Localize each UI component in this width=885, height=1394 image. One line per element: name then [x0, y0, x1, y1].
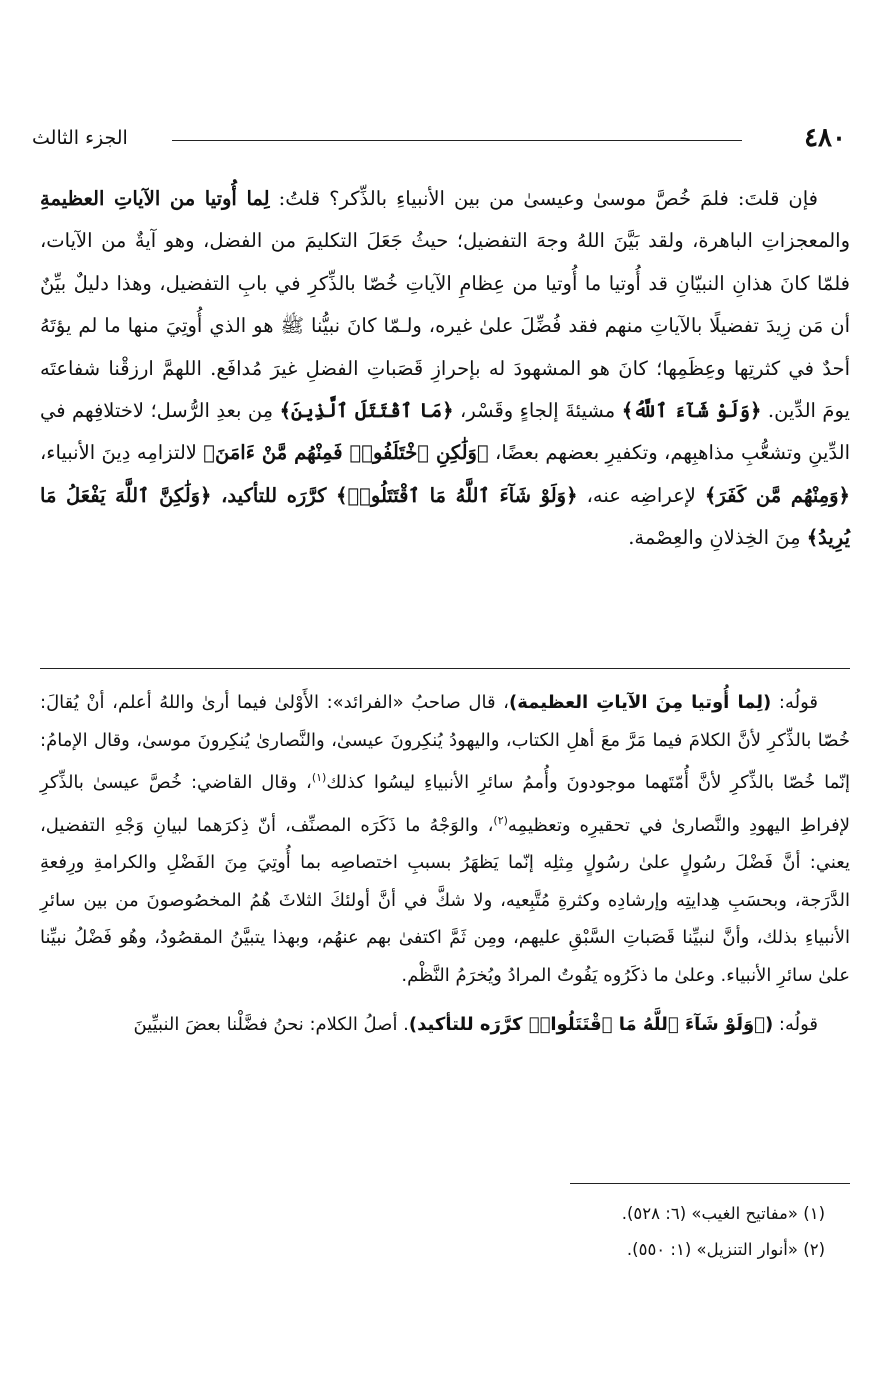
- quran-quote: ﴿مَا ٱقْتَتَلَ ٱلَّذِينَ﴾: [279, 399, 454, 423]
- commentary-lemma: (﴿وَلَوْ شَآءَ ٱللَّهُ مَا ٱقْتَتَلُوا۟﴾ كرَّرَه للتأكيد): [408, 1014, 774, 1035]
- quran-quote: ﴿وَلَوْ شَآءَ ٱللَّهُ مَا ٱقْتَتَلُوا۟﴾: [336, 483, 578, 507]
- page-header: [32, 118, 852, 158]
- quran-quote: ﴿وَلَٰكِنِ ٱخْتَلَفُوا۟ فَمِنْهُم مَّنْ ءَامَنَ﴾: [203, 441, 489, 465]
- commentary-paragraph: قولُه: (لِما أُوتيا مِنَ الآياتِ العظيمة)، قال صاحبُ «الفرائد»: الأَوْلىٰ فيما أرىٰ واللهُ أعلم، أنْ يُقالَ: خُصّا بالذِّكرِ لأنَّ الكلامَ فيما مَرَّ معَ أهلِ الكتاب، واليهودُ يُنكِرونَ عيسىٰ، والنَّصارىٰ يُنكِرونَ موسىٰ، وقال الإمامُ: إنّما خُصّا بالذِّكرِ لأنَّ أُمّتَهما موجودونَ وأُممُ سائرِ الأنبياءِ ليسُوا كذلك$^{(١)}$، وقال القاضي: خُصَّ عيسىٰ بالذِّكرِ لإفراطِ اليهودِ والنَّصارىٰ في تحقيرِه وتعظيمِه$^{(٢)}$، والوَجْهُ ما ذَكَرَه المصنِّف، أنّ ذِكرَهما لبيانِ وَجْهِ التفضيل، يعني: أنَّ فَضْلَ رسُولٍ علىٰ رسُولٍ مِثلِه إنّما يَظهَرُ بسببِ اختصاصِه بما أُوتِيَ مِنَ الفَضْلِ والكرامةِ ورِفعةِ الدَّرَجة، وبحسَبِ هِدايتِه وإرشادِه وكثرةِ مُتَّبِعيه، ولا شكَّ في أنَّ أولئكَ الثلاثَ هُمُ المخصُوصونَ من بين سائرِ الأنبياءِ بذلك، وأنَّ لنبيِّنا قَصَباتِ السَّبْقِ عليهم، ومِن ثَمَّ اكتفىٰ بهم عنهُم، وبهذا يتبيَّنُ المقصُودُ، وهُو فَضْلُ نبيِّنا علىٰ سائرِ الأنبياء. وعلىٰ ما ذكَرُوه يَفُوتُ المرادُ ويُخرَمُ النَّظْم.: [40, 692, 850, 986]
- main-paragraph: فإن قلتَ: فلمَ خُصَّ موسىٰ وعيسىٰ من بين الأنبياءِ بالذِّكر؟ قلتُ: لِما أُوتيا من الآياتِ العظيمةِ والمعجزاتِ الباهرة، ولقد بَيَّنَ اللهُ وجهَ التفضيل؛ حيثُ جَعَلَ التكليمَ من الفضل، وهو آيةٌ من الآيات، فلمّا كانَ هذانِ النبيّانِ قد أُوتيا ما أُوتيا من عِظامِ الآياتِ خُصّا بالذِّكرِ في بابِ التفضيل، وهذا دليلٌ بيِّنٌ أن مَن زِيدَ تفضيلًا بالآياتِ منهم فقد فُضِّلَ علىٰ غيره، ولـمّا كانَ نبيُّنا ﷺ هو الذي أُوتِيَ منها ما لم يؤتَهُ أحدٌ في كثرتِها وعِظَمِها؛ كانَ هو المشهودَ له بإحرازِ قَصَباتِ الفضلِ غيرَ مُدافَع. اللهمَّ ارزقْنا شفاعتَه يومَ الدِّين. ﴿وَلَوْ شَآءَ ٱللَّهُ﴾ مشيئةَ إلجاءٍ وقَسْر، ﴿مَا ٱقْتَتَلَ ٱلَّذِينَ﴾ مِن بعدِ الرُّسل؛ لاختلافِهم في الدِّينِ وتشعُّبِ مذاهبِهم، وتكفيرِ بعضهم بعضًا، ﴿وَلَٰكِنِ ٱخْتَلَفُوا۟ فَمِنْهُم مَّنْ ءَامَنَ﴾ لالتزامِه دِينَ الأنبياء، ﴿وَمِنْهُم مَّن كَفَرَ﴾ لإعراضِه عنه، ﴿وَلَوْ شَآءَ ٱللَّهُ مَا ٱقْتَتَلُوا۟﴾ كرَّرَه للتأكيد، ﴿وَلَٰكِنَّ ٱللَّهَ يَفْعَلُ مَا يُرِيدُ﴾ مِنَ الخِذلانِ والعِصْمة.: [40, 187, 850, 550]
- quran-quote: ﴿وَلَٰكِنَّ ٱللَّهَ يَفْعَلُ مَا يُرِيدُ﴾: [40, 483, 850, 550]
- commentary-section: [40, 684, 850, 1056]
- commentary-lemma: (لِما أُوتيا مِنَ الآياتِ العظيمة): [508, 692, 772, 713]
- page-number: ٤٨٠: [804, 123, 846, 153]
- header-rule: [172, 140, 742, 141]
- commentary-paragraph: قولُه: (﴿وَلَوْ شَآءَ ٱللَّهُ مَا ٱقْتَتَلُوا۟﴾ كرَّرَه للتأكيد). أصلُ الكلام: نحنُ فضَّلْنا بعضَ النبيِّينَ: [133, 1014, 818, 1035]
- footnote-item: (٢) «أنوار التنزيل» (١: ٥٥٠).: [626, 1240, 825, 1259]
- main-text: [40, 178, 850, 560]
- footnotes: [65, 1196, 825, 1268]
- commentary-divider: [40, 668, 850, 669]
- quran-quote: ﴿وَلَوْ شَآءَ ٱللَّهُ﴾: [621, 399, 762, 423]
- part-title: الجزء الثالث: [32, 127, 128, 149]
- footnote-item: (١) «مفاتيح الغيب» (٦: ٥٢٨).: [621, 1204, 825, 1223]
- footnote-rule: [570, 1183, 850, 1184]
- footnote-ref[interactable]: (٢): [493, 813, 508, 827]
- quoted-phrase: لِما أُوتيا من الآياتِ العظيمةِ: [40, 187, 270, 210]
- quran-quote: ﴿وَمِنْهُم مَّن كَفَرَ﴾: [704, 483, 850, 507]
- footnote-ref[interactable]: (١): [311, 771, 327, 784]
